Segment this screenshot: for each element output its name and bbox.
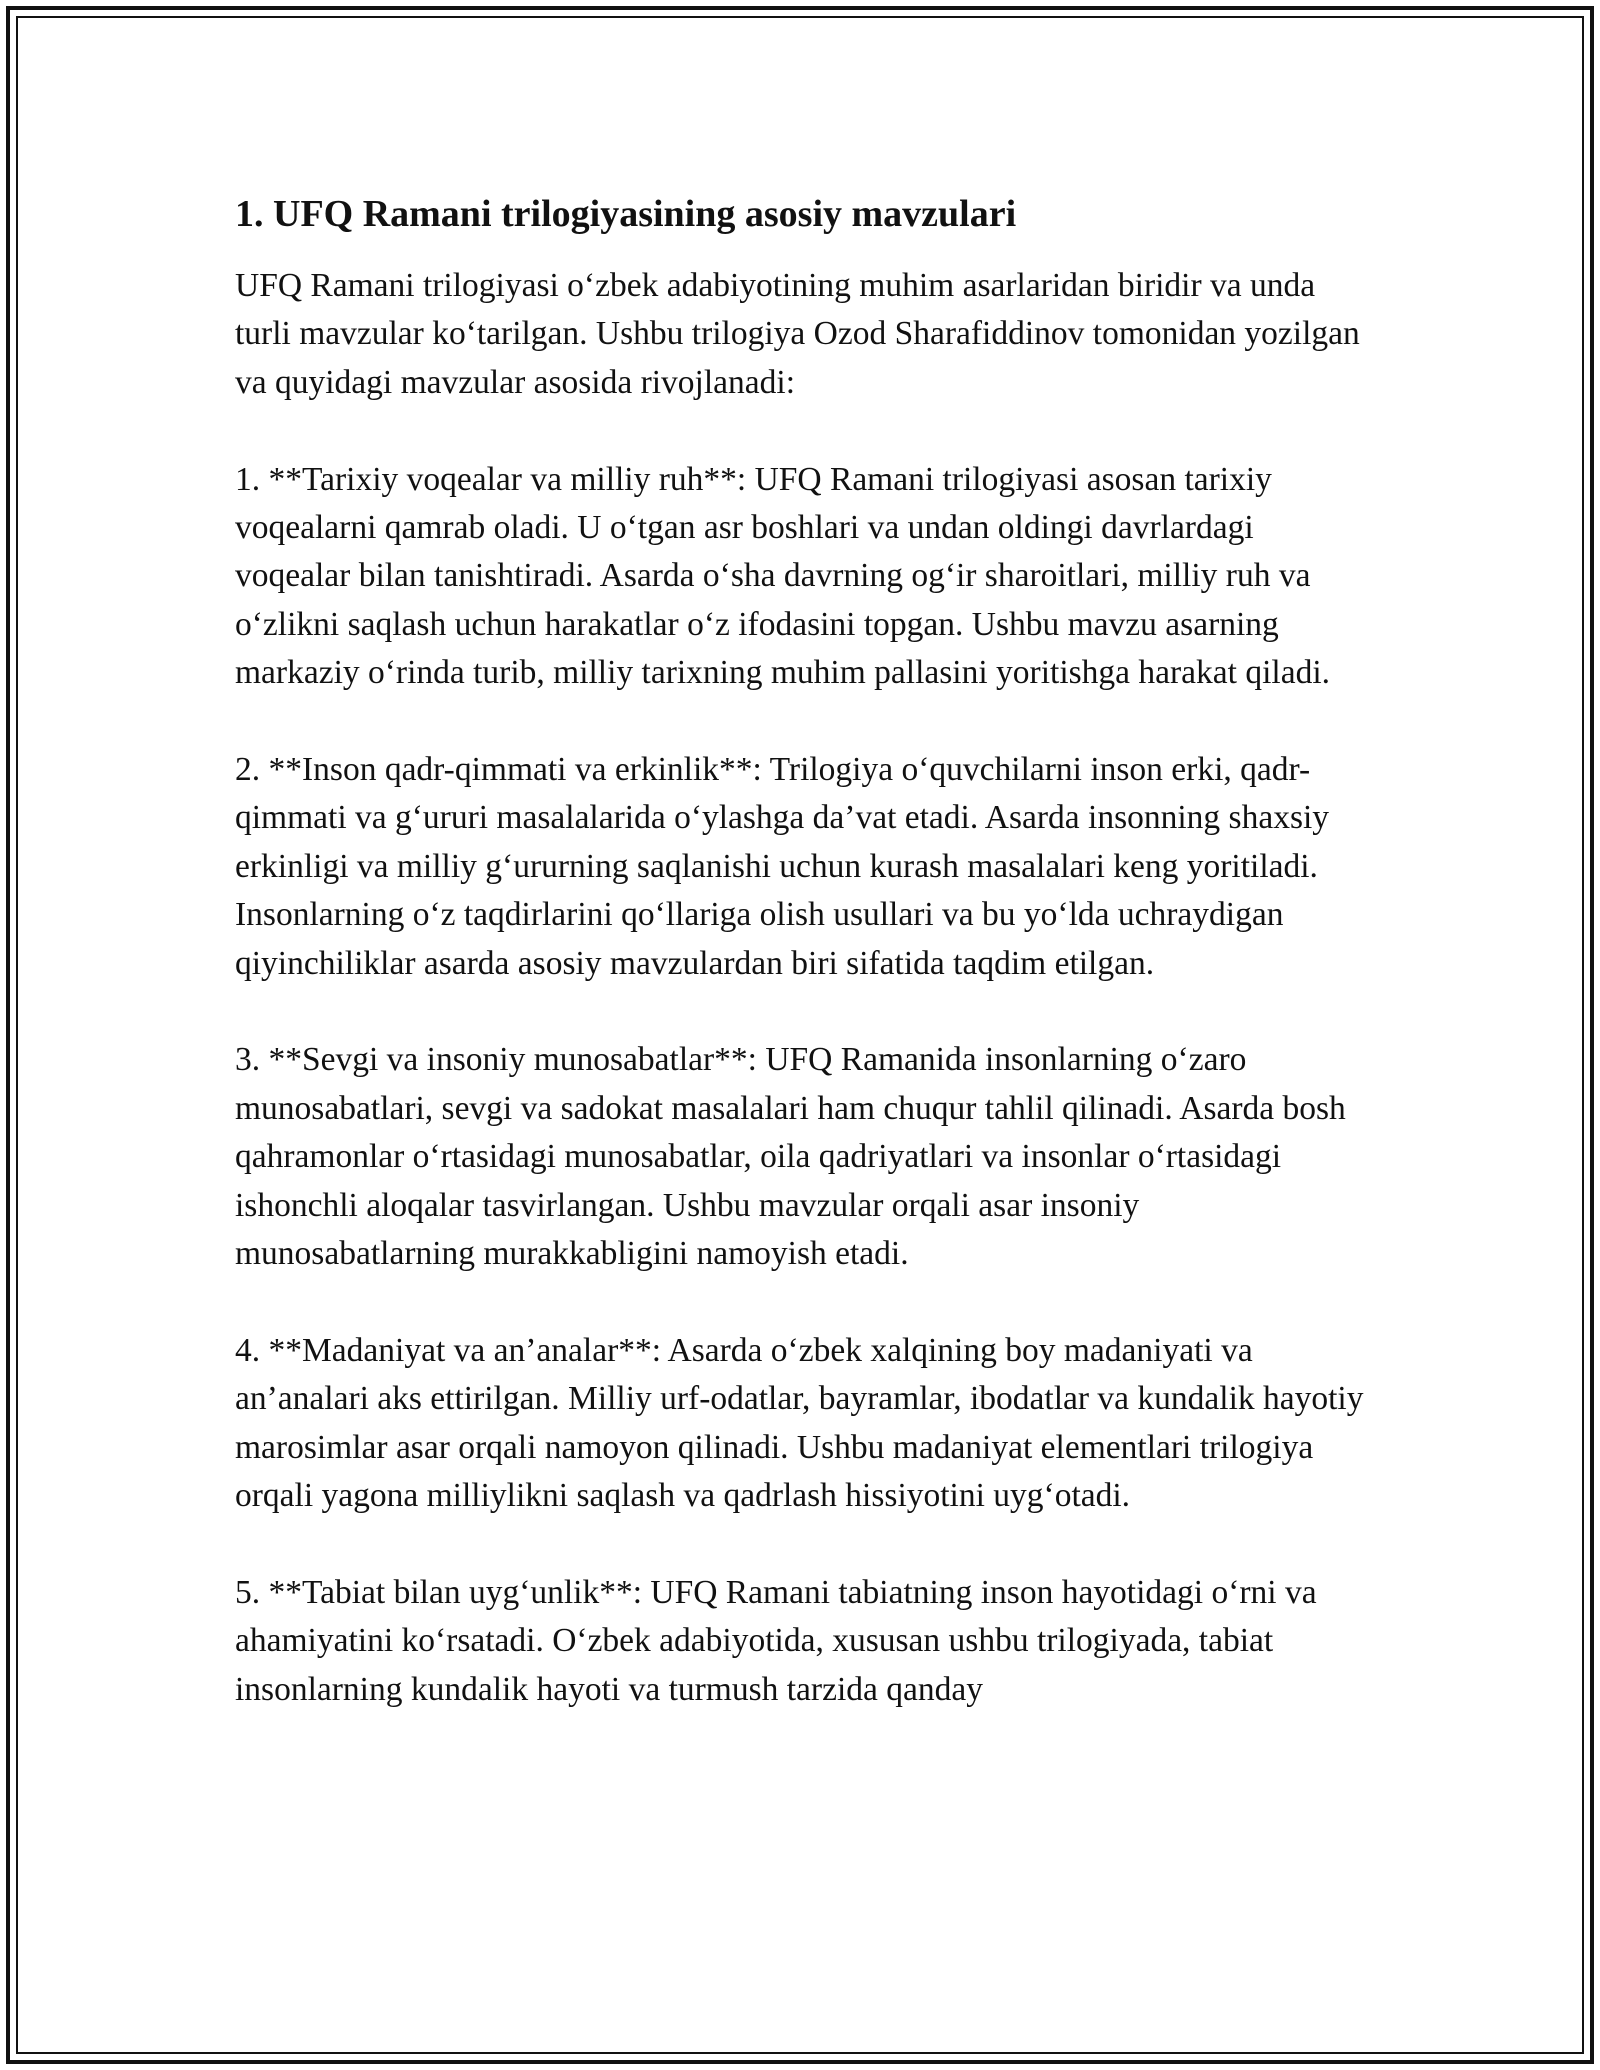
theme-paragraph-3: 3. **Sevgi va insoniy munosabatlar**: UFQ Ramanida insonlarning o‘zaro munosabatlari, sevgi va sadokat masalalari ham chuqur tahlil qilinadi. Asarda bosh qahramonlar o‘rtasidagi munosabatlar, oila qadriyatlari va insonlar o‘rtasidagi ishonchli aloqalar tasvirlangan. Ushbu mavzular orqali asar insoniy munosabatlarning murakkabligini namoyish etadi. — [235, 1041, 1355, 1273]
intro-paragraph: UFQ Ramani trilogiyasi o‘zbek adabiyotining muhim asarlaridan biridir va unda turli mavzular ko‘tarilgan. Ushbu trilogiya Ozod Sharafiddinov tomonidan yozilgan va quyidagi mavzular asosida rivojlanadi: — [235, 267, 1369, 401]
theme-paragraph-2: 2. **Inson qadr-qimmati va erkinlik**: Trilogiya o‘quvchilarni inson erki, qadr-qimmati va g‘ururi masalalarida o‘ylashga da’vat etadi. Asarda insonning shaxsiy erkinligi va milliy g‘ururning saqlanishi uchun kurash masalalari keng yoritiladi. Insonlarning o‘z taqdirlarini qo‘llariga olish usullari va bu yo‘lda uchraydigan qiyinchiliklar asarda asosiy mavzulardan biri sifatida taqdim etilgan. — [235, 751, 1338, 982]
document-title: 1. UFQ Ramani trilogiyasining asosiy mavzulari — [235, 193, 1017, 235]
document-body — [235, 190, 1375, 1714]
theme-paragraph-4: 4. **Madaniyat va an’analar**: Asarda o‘zbek xalqining boy madaniyati va an’analari aks ettirilgan. Milliy urf-odatlar, bayramlar, ibodatlar va kundalik hayotiy marosimlar asar orqali namoyon qilinadi. Ushbu madaniyat elementlari trilogiya orqali yagona milliylikni saqlash va qadrlash hissiyotini uyg‘otadi. — [235, 1331, 1372, 1515]
theme-paragraph-1: 1. **Tarixiy voqealar va milliy ruh**: UFQ Ramani trilogiyasi asosan tarixiy voqealarni qamrab oladi. U o‘tgan asr boshlari va undan oldingi davrlardagi voqealar bilan tanishtiradi. Asarda o‘sha davrning og‘ir sharoitlari, milliy ruh va o‘zlikni saqlash uchun harakatlar o‘z ifodasini topgan. Ushbu mavzu asarning markaziy o‘rinda turib, milliy tarixning muhim pallasini yoritishga harakat qiladi. — [235, 460, 1331, 692]
theme-paragraph-5: 5. **Tabiat bilan uyg‘unlik**: UFQ Ramani tabiatning inson hayotidagi o‘rni va ahamiyatini ko‘rsatadi. O‘zbek adabiyotida, xususan ushbu trilogiyada, tabiat insonlarning kundalik hayoti va turmush tarzida qanday — [235, 1573, 1325, 1708]
